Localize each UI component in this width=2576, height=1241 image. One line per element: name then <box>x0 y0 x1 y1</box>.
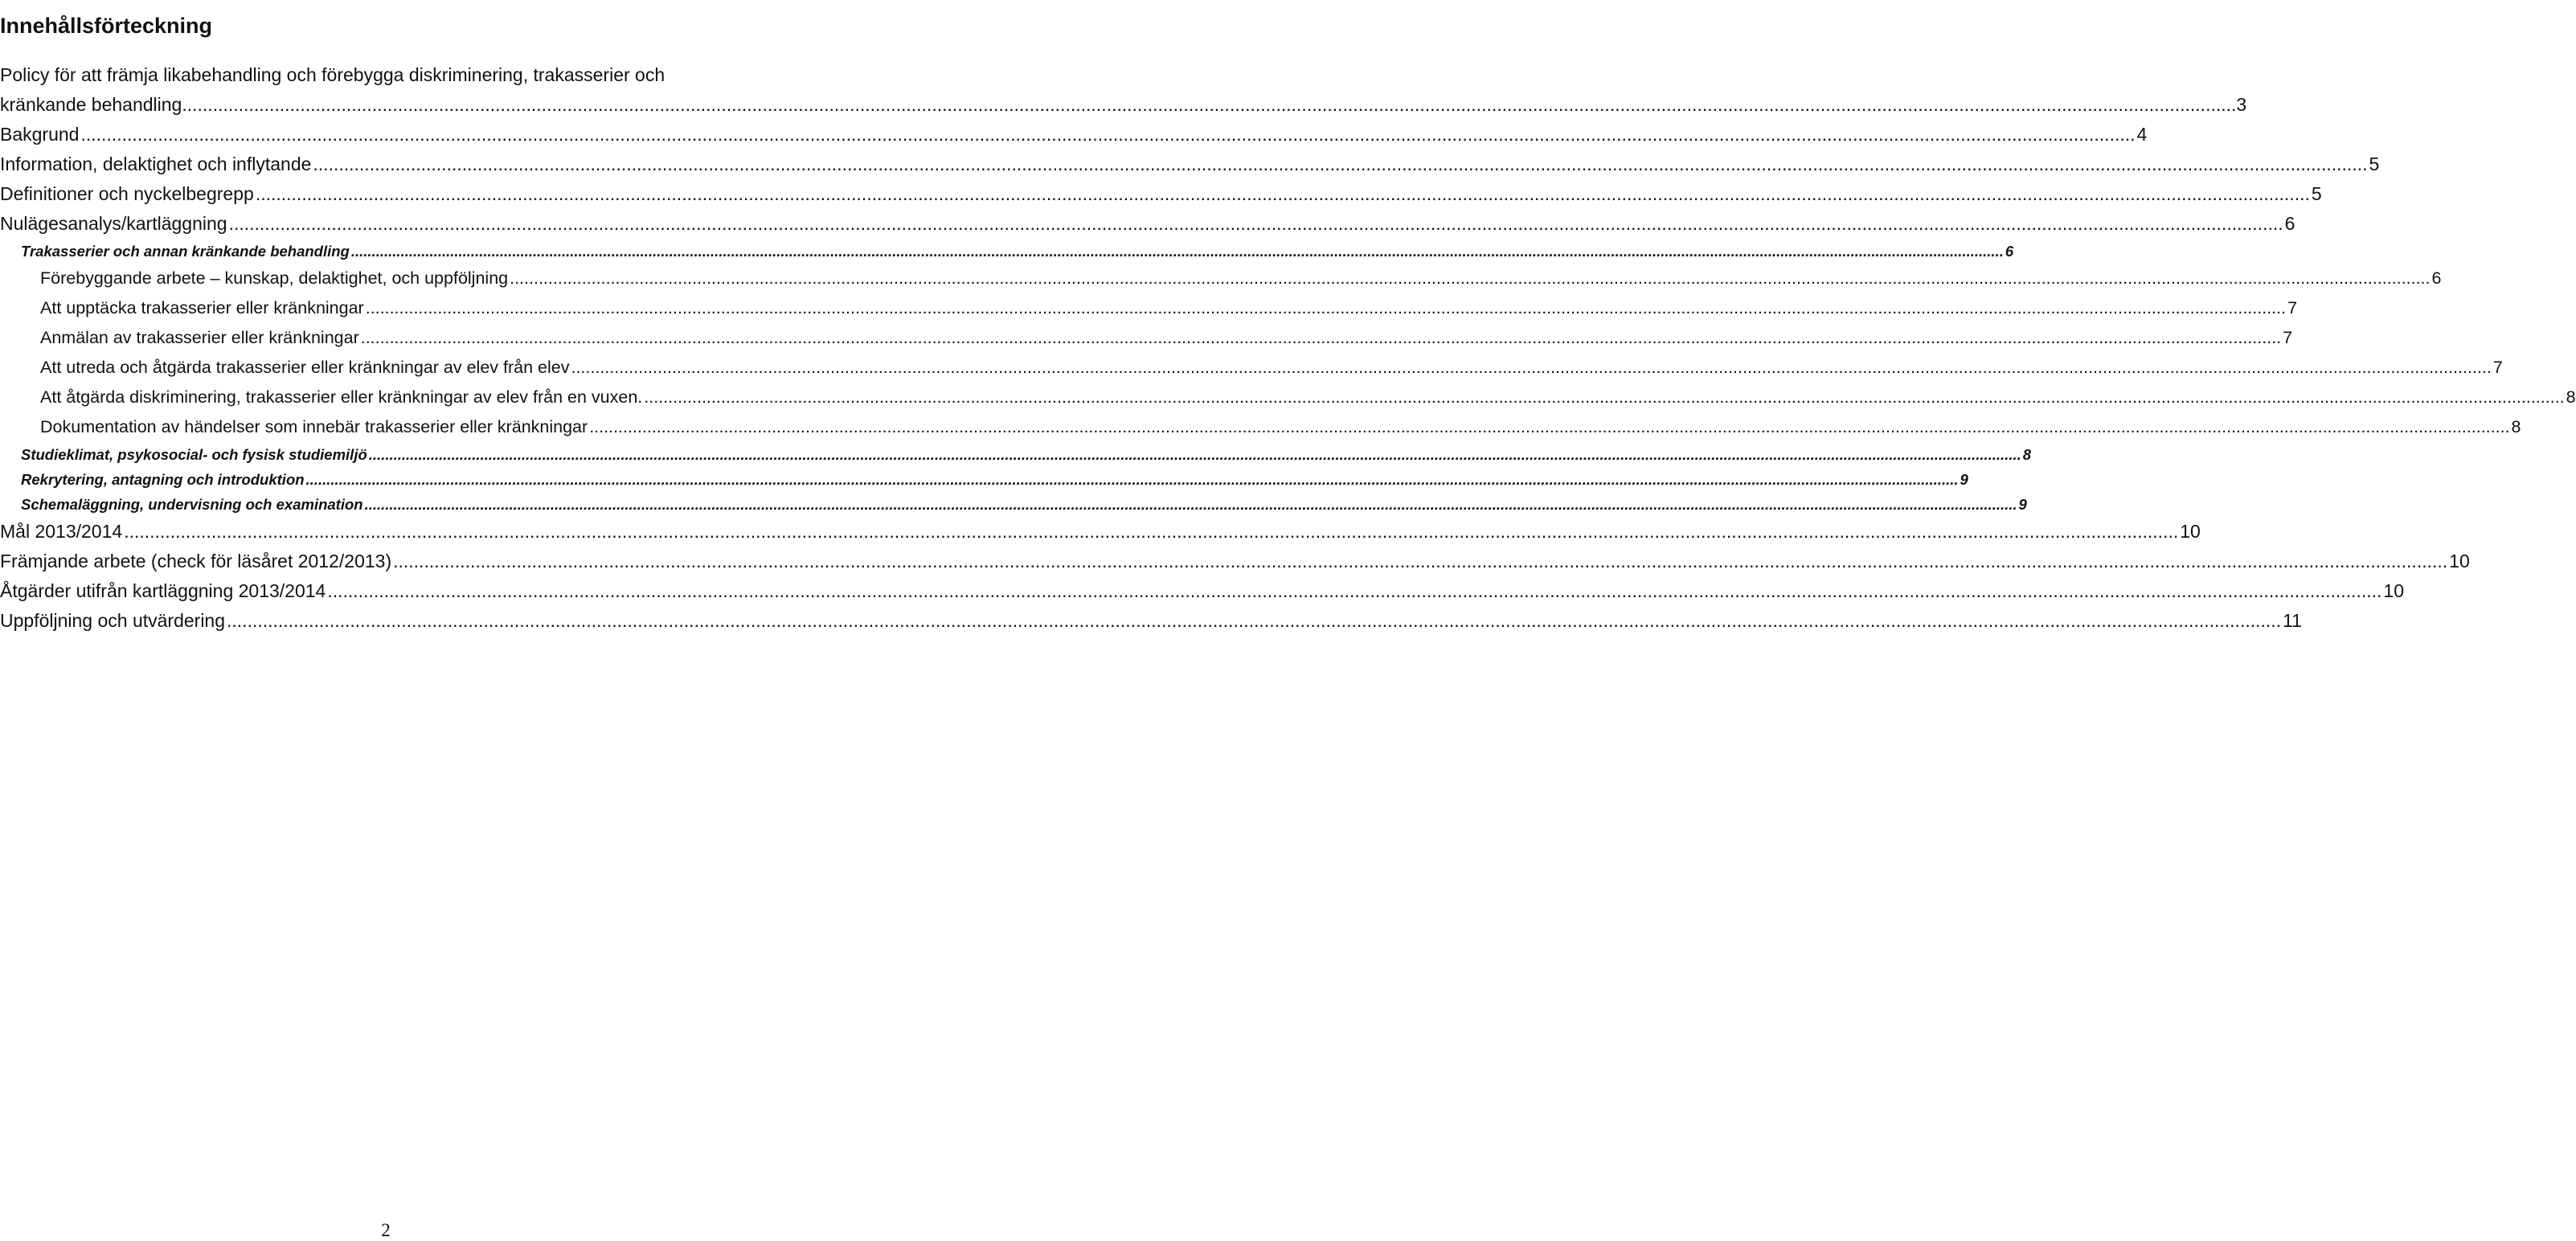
toc-entry[interactable] <box>0 264 2442 293</box>
toc-dot-leader: ................................................................................................................................................................................................................................................................................................................................................................................................................ <box>80 124 2136 145</box>
toc-entry-page: 9 <box>1960 470 1968 488</box>
toc-dot-leader: ................................................................................................................................................................................................................................................................................................................................................................................................................ <box>227 610 2282 631</box>
toc-entry-label: kränkande behandling <box>0 94 182 115</box>
toc-dot-leader: ................................................................................................................................................................................................................................................................................................................................................................................................................ <box>350 242 2004 260</box>
toc-entry-page: 10 <box>2449 551 2470 571</box>
table-of-contents <box>0 60 2576 636</box>
toc-entry-label: Främjande arbete (check för läsåret 2012/2013) <box>0 551 392 571</box>
toc-entry-label: Dokumentation av händelser som innebär trakasserier eller kränkningar <box>40 417 588 436</box>
toc-entry[interactable] <box>0 60 2247 120</box>
toc-entry[interactable] <box>0 576 2404 606</box>
toc-entry-page: 8 <box>2566 387 2576 407</box>
toc-entry-label: Att upptäcka trakasserier eller kränkningar <box>40 298 364 317</box>
toc-entry[interactable] <box>0 353 2503 383</box>
toc-dot-leader: ................................................................................................................................................................................................................................................................................................................................................................................................................ <box>644 387 2565 407</box>
toc-entry[interactable] <box>0 492 2027 517</box>
toc-dot-leader: ................................................................................................................................................................................................................................................................................................................................................................................................................ <box>182 94 2237 115</box>
toc-entry-page: 5 <box>2311 183 2322 204</box>
toc-dot-leader: ................................................................................................................................................................................................................................................................................................................................................................................................................ <box>589 417 2510 436</box>
toc-dot-leader: ................................................................................................................................................................................................................................................................................................................................................................................................................ <box>510 268 2431 288</box>
toc-entry[interactable] <box>0 209 2295 239</box>
toc-entry-page: 9 <box>2018 495 2027 513</box>
toc-entry-label: Definitioner och nyckelbegrepp <box>0 183 254 204</box>
toc-entry-label: Information, delaktighet och inflytande <box>0 154 312 174</box>
toc-entry-label: Schemaläggning, undervisning och examination <box>21 495 363 513</box>
toc-entry-label: Förebyggande arbete – kunskap, delaktighet, och uppföljning <box>40 268 509 288</box>
toc-entry[interactable] <box>0 120 2148 149</box>
toc-dot-leader: ................................................................................................................................................................................................................................................................................................................................................................................................................ <box>124 521 2179 542</box>
toc-entry-label: Att utreda och åtgärda trakasserier eller kränkningar av elev från elev <box>40 358 570 377</box>
toc-entry-label: Studieklimat, psykosocial- och fysisk studiemiljö <box>21 445 367 463</box>
toc-dot-leader: ................................................................................................................................................................................................................................................................................................................................................................................................................ <box>360 328 2282 347</box>
toc-entry[interactable] <box>0 323 2293 353</box>
toc-entry[interactable] <box>0 383 2576 412</box>
toc-entry[interactable] <box>0 442 2032 467</box>
toc-entry[interactable] <box>0 467 1968 492</box>
toc-entry-label-line: Policy för att främja likabehandling och förebygga diskriminering, trakasserier och <box>0 64 666 85</box>
toc-dot-leader: ................................................................................................................................................................................................................................................................................................................................................................................................................ <box>255 183 2310 204</box>
toc-entry-label: Åtgärder utifrån kartläggning 2013/2014 <box>0 580 326 601</box>
page-title: Innehållsförteckning <box>0 14 213 39</box>
toc-entry[interactable] <box>0 547 2470 576</box>
toc-entry[interactable] <box>0 293 2298 323</box>
toc-entry-label: Trakasserier och annan kränkande behandling <box>21 242 350 260</box>
toc-entry-page: 3 <box>2236 94 2247 115</box>
toc-dot-leader: ................................................................................................................................................................................................................................................................................................................................................................................................................ <box>368 445 2021 463</box>
toc-dot-leader: ................................................................................................................................................................................................................................................................................................................................................................................................................ <box>364 495 2017 513</box>
toc-dot-leader: ................................................................................................................................................................................................................................................................................................................................................................................................................ <box>327 580 2382 601</box>
toc-entry-page: 6 <box>2284 213 2295 234</box>
toc-entry-label: Mål 2013/2014 <box>0 521 123 542</box>
toc-entry-label: Rekrytering, antagning och introduktion <box>21 470 305 488</box>
toc-entry-page: 6 <box>2431 268 2442 288</box>
toc-entry-page: 10 <box>2383 580 2404 601</box>
toc-entry[interactable] <box>0 239 2014 264</box>
toc-entry-page: 4 <box>2136 124 2148 145</box>
toc-entry[interactable] <box>0 179 2322 209</box>
toc-entry[interactable] <box>0 412 2521 442</box>
toc-entry-page: 7 <box>2287 298 2298 317</box>
toc-entry-page: 6 <box>2005 242 2014 260</box>
toc-entry-page: 8 <box>2511 417 2521 436</box>
toc-dot-leader: ................................................................................................................................................................................................................................................................................................................................................................................................................ <box>228 213 2283 234</box>
toc-entry[interactable] <box>0 606 2302 636</box>
toc-entry-page: 5 <box>2369 154 2380 174</box>
toc-entry-page: 11 <box>2283 610 2302 631</box>
toc-entry-label: Att åtgärda diskriminering, trakasserier eller kränkningar av elev från en vuxen. <box>40 387 643 407</box>
toc-dot-leader: ................................................................................................................................................................................................................................................................................................................................................................................................................ <box>305 470 1959 488</box>
page-number: 2 <box>381 1220 391 1240</box>
toc-dot-leader: ................................................................................................................................................................................................................................................................................................................................................................................................................ <box>393 551 2448 571</box>
toc-entry-page: 7 <box>2492 358 2503 377</box>
toc-dot-leader: ................................................................................................................................................................................................................................................................................................................................................................................................................ <box>571 358 2492 377</box>
toc-entry[interactable] <box>0 517 2201 547</box>
toc-dot-leader: ................................................................................................................................................................................................................................................................................................................................................................................................................ <box>365 298 2287 317</box>
toc-entry-label: Uppföljning och utvärdering <box>0 610 226 631</box>
toc-entry-label: Bakgrund <box>0 124 80 145</box>
toc-entry-page: 10 <box>2180 521 2201 542</box>
toc-entry-label: Nulägesanalys/kartläggning <box>0 213 227 234</box>
toc-entry[interactable] <box>0 149 2380 179</box>
toc-entry-label: Anmälan av trakasserier eller kränkningar <box>40 328 359 347</box>
toc-dot-leader: ................................................................................................................................................................................................................................................................................................................................................................................................................ <box>313 154 2368 174</box>
toc-entry-page: 8 <box>2022 445 2032 463</box>
toc-entry-page: 7 <box>2283 328 2293 347</box>
